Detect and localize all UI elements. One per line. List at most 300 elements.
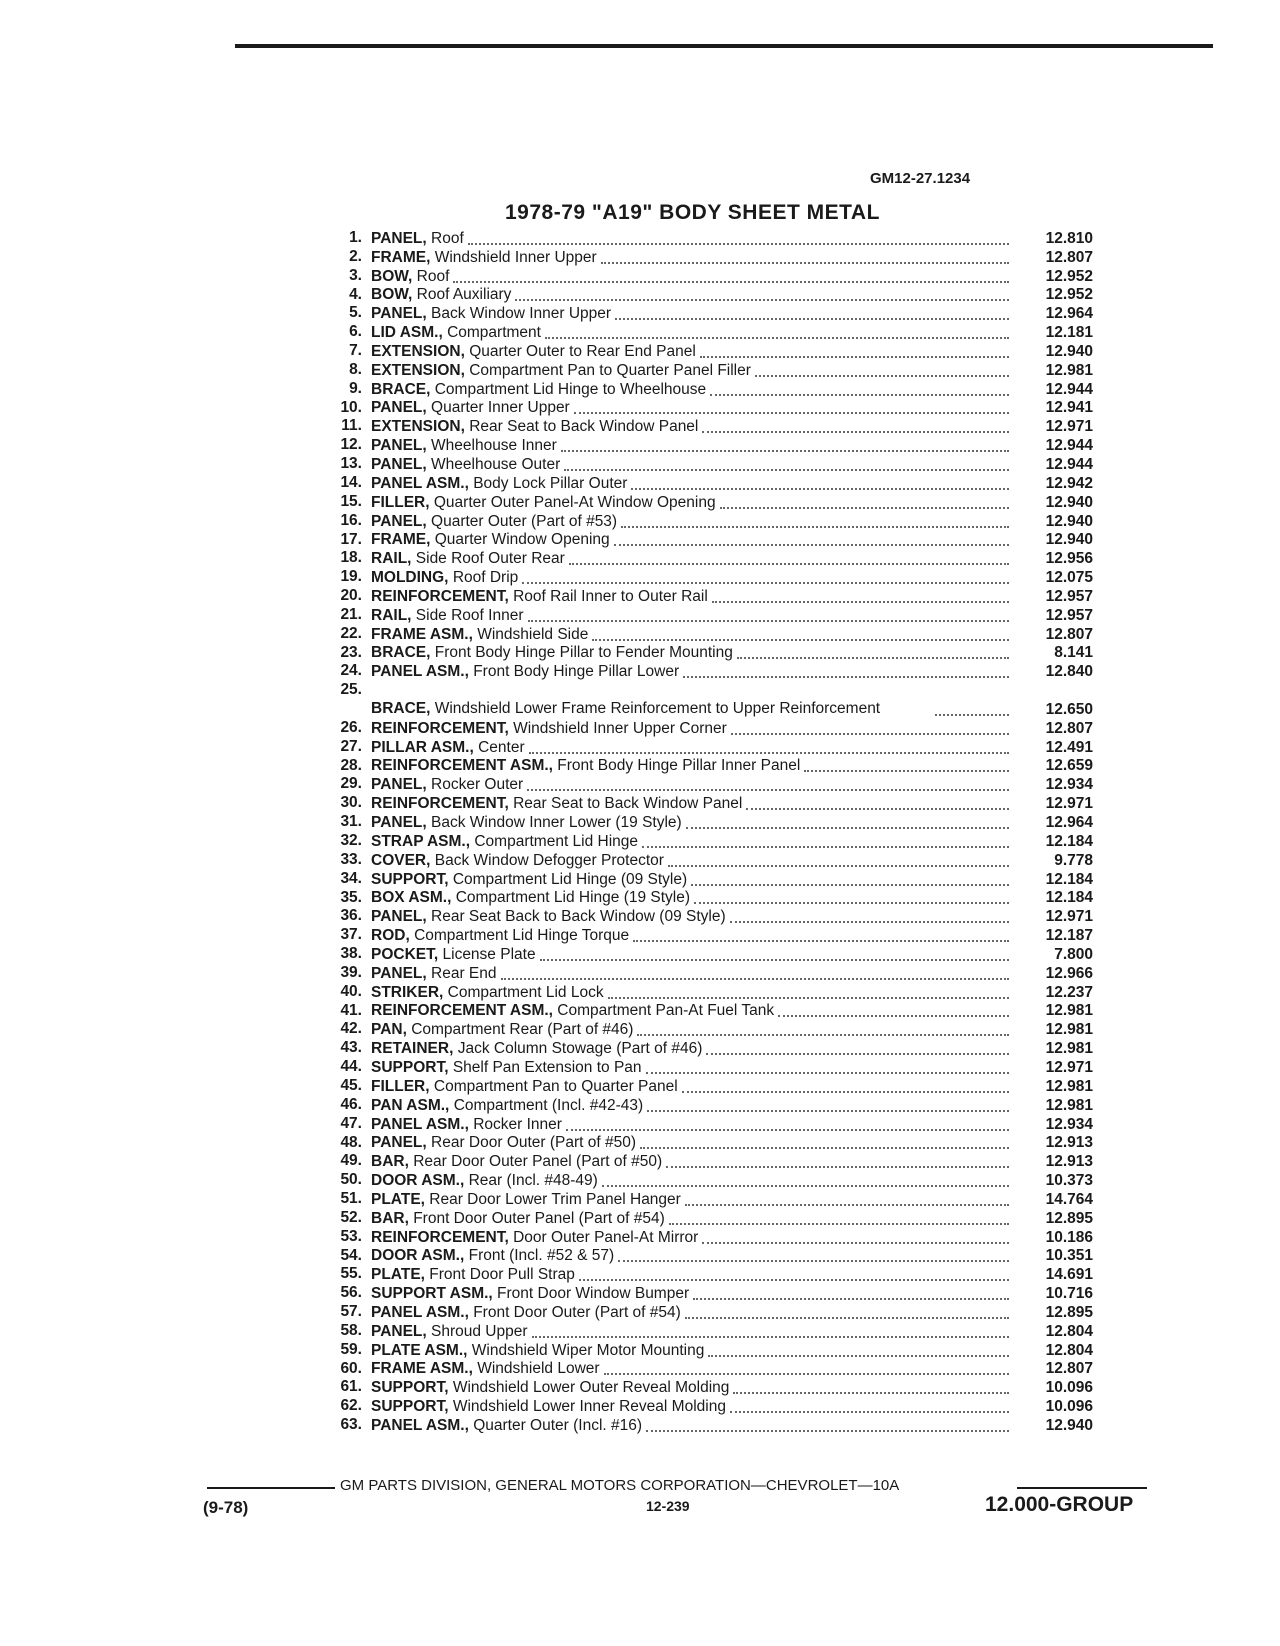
part-group-number: 12.807	[1045, 625, 1093, 643]
part-group-number: 12.941	[1045, 399, 1093, 417]
part-desc-text: Compartment Pan to Quarter Panel	[433, 1077, 678, 1095]
part-row	[318, 286, 1093, 305]
part-row	[318, 757, 1093, 776]
part-description	[371, 494, 1015, 512]
dot-leader	[710, 393, 1009, 396]
part-row	[318, 493, 1093, 512]
part-group-number: 12.807	[1045, 248, 1093, 266]
part-description	[371, 965, 1015, 983]
part-group-number: 12.944	[1045, 455, 1093, 473]
part-group-number: 10.186	[1045, 1228, 1093, 1246]
dot-leader	[708, 1354, 1009, 1357]
part-name: PANEL,	[371, 512, 427, 530]
part-description	[371, 531, 1015, 549]
part-number: 7.	[349, 342, 362, 360]
dot-leader	[720, 506, 1009, 509]
part-group-number: 12.075	[1045, 569, 1093, 587]
part-name: PLATE ASM.,	[371, 1341, 468, 1359]
part-number: 47.	[340, 1114, 362, 1132]
part-group-number: 12.957	[1045, 606, 1093, 624]
part-name: RAIL,	[371, 606, 412, 624]
part-desc-text: Roof Rail Inner to Outer Rail	[513, 587, 708, 605]
part-desc-text: Rear (Incl. #48-49)	[468, 1172, 598, 1190]
part-name: BOW,	[371, 267, 413, 285]
part-number: 6.	[349, 323, 362, 341]
part-row	[318, 531, 1093, 550]
part-group-number: 12.940	[1045, 1417, 1093, 1434]
document-code: GM12-27.1234	[870, 170, 971, 187]
part-desc-text: Front Body Hinge Pillar to Fender Mounting	[434, 644, 733, 662]
dot-leader	[540, 958, 1009, 961]
dot-leader	[646, 1429, 1009, 1432]
part-desc-text: Roof Drip	[452, 569, 519, 587]
part-description	[371, 1059, 1015, 1077]
part-group-number: 12.957	[1045, 587, 1093, 605]
part-row	[318, 907, 1093, 926]
part-description	[371, 1116, 1015, 1134]
part-group-number: 8.141	[1054, 644, 1093, 662]
part-description	[371, 1021, 1015, 1039]
part-number: 23.	[340, 643, 362, 661]
part-number: 56.	[340, 1284, 362, 1302]
part-name: REINFORCEMENT,	[371, 719, 509, 737]
part-number: 35.	[340, 888, 362, 906]
part-desc-text: Compartment Lid Lock	[447, 983, 604, 1001]
part-name: PILLAR ASM.,	[371, 738, 474, 756]
part-desc-text: Rear Door Outer Panel (Part of #50)	[413, 1153, 663, 1171]
part-number: 28.	[340, 756, 362, 774]
part-name: BAR,	[371, 1209, 409, 1227]
part-row	[318, 889, 1093, 908]
part-desc-text: Roof Auxiliary	[416, 286, 512, 304]
dot-leader	[637, 1033, 1009, 1036]
part-name: REINFORCEMENT ASM.,	[371, 1002, 553, 1020]
part-row	[318, 1002, 1093, 1021]
part-number: 12.	[340, 436, 362, 454]
part-group-number: 12.981	[1045, 361, 1093, 379]
part-description	[371, 852, 1015, 870]
dot-leader	[685, 1203, 1009, 1206]
part-row	[318, 1171, 1093, 1190]
part-group-number: 12.184	[1045, 889, 1093, 907]
part-description	[371, 324, 1015, 342]
part-desc-text: License Plate	[442, 945, 536, 963]
part-name: FILLER,	[371, 493, 430, 511]
part-number: 42.	[340, 1020, 362, 1038]
part-name: EXTENSION,	[371, 361, 465, 379]
part-name: COVER,	[371, 851, 431, 869]
part-number: 45.	[340, 1076, 362, 1094]
part-name: SUPPORT,	[371, 1058, 449, 1076]
dot-leader	[668, 864, 1009, 867]
part-desc-text: Windshield Lower Frame Reinforcement to Upper Reinforcement	[434, 700, 881, 718]
part-number: 60.	[340, 1359, 362, 1377]
part-number: 30.	[340, 794, 362, 812]
part-desc-text: Front (Incl. #52 & 57)	[468, 1247, 615, 1265]
part-group-number: 12.964	[1045, 814, 1093, 831]
part-row	[318, 625, 1093, 644]
part-description	[371, 1191, 1015, 1209]
part-row	[318, 1303, 1093, 1322]
part-row	[318, 361, 1093, 380]
part-number: 1.	[349, 229, 362, 246]
part-desc-text: Compartment Lid Hinge (19 Style)	[455, 889, 691, 907]
part-name: PANEL,	[371, 455, 427, 473]
part-number: 10.	[340, 398, 362, 416]
dot-leader	[778, 1014, 1009, 1017]
part-group-number: 12.650	[1045, 700, 1093, 718]
part-row	[318, 1096, 1093, 1115]
footer-rule-left	[207, 1487, 335, 1489]
dot-leader	[601, 261, 1009, 264]
part-desc-text: Windshield Inner Upper Corner	[513, 719, 727, 737]
part-desc-text: Windshield Inner Upper	[434, 248, 597, 266]
part-name: SUPPORT ASM.,	[371, 1285, 493, 1303]
dot-leader	[501, 977, 1010, 980]
part-name: RAIL,	[371, 550, 412, 568]
dot-leader	[515, 298, 1009, 301]
dot-leader	[733, 1391, 1009, 1394]
part-row	[318, 1322, 1093, 1341]
part-number: 46.	[340, 1095, 362, 1113]
part-name: PANEL ASM.,	[371, 663, 469, 681]
part-description	[371, 1285, 1015, 1303]
part-desc-text: Compartment Pan-At Fuel Tank	[557, 1002, 775, 1020]
part-description	[371, 1153, 1015, 1171]
part-row	[318, 436, 1093, 455]
part-group-number: 12.940	[1045, 493, 1093, 511]
part-desc-text: Rocker Outer	[431, 776, 524, 794]
part-name: PANEL,	[371, 229, 427, 247]
part-group-number: 12.971	[1045, 795, 1093, 813]
part-number: 14.	[340, 473, 362, 491]
part-row	[318, 455, 1093, 474]
part-row	[318, 1077, 1093, 1096]
part-row	[318, 738, 1093, 757]
part-group-number: 9.778	[1054, 851, 1093, 869]
part-row	[318, 1341, 1093, 1360]
part-number: 51.	[340, 1190, 362, 1208]
dot-leader	[453, 280, 1009, 283]
part-group-number: 12.940	[1045, 512, 1093, 530]
part-group-number: 12.971	[1045, 908, 1093, 926]
part-row	[318, 1416, 1093, 1435]
part-description	[371, 889, 1015, 907]
part-group-number: 12.934	[1045, 1115, 1093, 1133]
part-number: 48.	[340, 1133, 362, 1151]
part-desc-text: Quarter Window Opening	[434, 531, 610, 549]
part-desc-text: Quarter Outer to Rear End Panel	[469, 342, 696, 360]
dot-leader	[666, 1165, 1009, 1168]
part-number: 15.	[340, 492, 362, 510]
part-desc-text: Front Door Pull Strap	[429, 1266, 575, 1284]
part-desc-text: Quarter Outer (Incl. #16)	[473, 1417, 643, 1434]
part-group-number: 12.952	[1045, 286, 1093, 304]
part-row	[318, 549, 1093, 568]
part-description	[371, 249, 1015, 267]
part-description	[371, 1210, 1015, 1228]
part-number: 22.	[340, 624, 362, 642]
part-desc-text: Jack Column Stowage (Part of #46)	[457, 1040, 703, 1058]
part-desc-text: Wheelhouse Inner	[431, 437, 557, 455]
part-name: FRAME,	[371, 531, 431, 549]
part-name: BAR,	[371, 1153, 409, 1171]
top-rule	[235, 44, 1213, 48]
part-number: 63.	[340, 1416, 362, 1434]
part-desc-text: Shroud Upper	[431, 1322, 528, 1340]
part-name: BRACE,	[371, 644, 431, 662]
part-number: 18.	[340, 549, 362, 567]
part-number: 38.	[340, 945, 362, 963]
part-name: DOOR ASM.,	[371, 1247, 465, 1265]
part-description	[371, 739, 1015, 757]
part-description	[371, 644, 1015, 662]
part-name: STRIKER,	[371, 983, 444, 1001]
part-description	[371, 720, 1015, 738]
part-row	[318, 1134, 1093, 1153]
part-row	[318, 1152, 1093, 1171]
part-name: BOX ASM.,	[371, 889, 452, 907]
part-number: 55.	[340, 1265, 362, 1283]
part-name: PANEL ASM.,	[371, 474, 469, 492]
part-group-number: 10.096	[1045, 1379, 1093, 1397]
part-description	[371, 305, 1015, 323]
part-number: 11.	[341, 417, 362, 435]
part-row	[318, 983, 1093, 1002]
part-name: LID ASM.,	[371, 324, 443, 342]
part-row	[318, 417, 1093, 436]
part-description	[371, 607, 1015, 625]
part-row	[318, 342, 1093, 361]
part-name: REINFORCEMENT ASM.,	[371, 757, 553, 775]
part-row	[318, 926, 1093, 945]
part-desc-text: Compartment	[447, 324, 541, 342]
dot-leader	[564, 468, 1009, 471]
part-group-number: 12.913	[1045, 1134, 1093, 1152]
part-group-number: 12.944	[1045, 380, 1093, 398]
part-group-number: 12.804	[1045, 1322, 1093, 1340]
part-row	[318, 1378, 1093, 1397]
part-name: SUPPORT,	[371, 1379, 449, 1397]
part-description	[371, 286, 1015, 304]
dot-leader	[682, 1090, 1009, 1093]
dot-leader	[592, 638, 1009, 641]
part-name: FRAME,	[371, 248, 431, 266]
part-number: 25.	[340, 681, 362, 699]
part-desc-text: Compartment Pan to Quarter Panel Filler	[469, 361, 751, 379]
part-name: BRACE,	[371, 380, 431, 398]
part-number: 41.	[340, 1001, 362, 1019]
part-group-number: 12.810	[1045, 229, 1093, 247]
dot-leader	[574, 411, 1009, 414]
part-name: BRACE,	[371, 700, 431, 718]
part-number: 20.	[340, 587, 362, 605]
dot-leader	[693, 1297, 1009, 1300]
part-group-number: 12.971	[1045, 1058, 1093, 1076]
part-row	[318, 813, 1093, 832]
part-number: 16.	[340, 511, 362, 529]
part-desc-text: Windshield Wiper Motor Mounting	[471, 1341, 705, 1359]
part-name: REINFORCEMENT,	[371, 587, 509, 605]
part-description	[371, 513, 1015, 531]
part-description	[371, 1379, 1015, 1397]
dot-leader	[602, 1184, 1009, 1187]
part-description	[371, 1360, 1015, 1378]
part-number: 19.	[340, 568, 362, 586]
part-desc-text: Front Body Hinge Pillar Inner Panel	[557, 757, 801, 775]
part-number: 44.	[340, 1058, 362, 1076]
part-desc-text: Center	[478, 738, 525, 756]
part-row	[318, 775, 1093, 794]
part-row	[318, 1228, 1093, 1247]
part-number: 3.	[349, 266, 362, 284]
part-description	[371, 700, 1015, 719]
part-name: PLATE,	[371, 1266, 425, 1284]
part-group-number: 12.237	[1045, 983, 1093, 1001]
part-number: 52.	[340, 1208, 362, 1226]
part-group-number: 10.351	[1045, 1247, 1093, 1265]
part-number: 58.	[340, 1321, 362, 1339]
part-group-number: 12.952	[1045, 267, 1093, 285]
part-row	[318, 945, 1093, 964]
part-desc-text: Rear Seat to Back Window Panel	[469, 418, 699, 436]
part-desc-text: Front Door Outer (Part of #54)	[473, 1303, 681, 1321]
part-description	[371, 833, 1015, 851]
dot-leader	[633, 939, 1009, 942]
part-group-number: 12.807	[1045, 1360, 1093, 1378]
part-description	[371, 626, 1015, 644]
part-name: PAN ASM.,	[371, 1096, 450, 1114]
part-number: 13.	[340, 455, 362, 473]
part-row	[318, 1360, 1093, 1379]
part-desc-text: Compartment Lid Hinge	[474, 832, 639, 850]
part-description	[371, 456, 1015, 474]
part-group-number: 12.184	[1045, 832, 1093, 850]
part-group-number: 14.764	[1045, 1190, 1093, 1208]
part-row	[318, 1058, 1093, 1077]
part-row	[318, 1397, 1093, 1416]
page-number: 12-239	[646, 1498, 690, 1514]
part-group-number: 12.184	[1045, 870, 1093, 888]
part-desc-text: Rear End	[431, 964, 497, 982]
part-description	[371, 1078, 1015, 1096]
part-group-number: 12.913	[1045, 1153, 1093, 1171]
part-desc-text: Quarter Inner Upper	[431, 399, 570, 417]
dot-leader	[685, 1316, 1009, 1319]
part-name: PANEL,	[371, 776, 427, 794]
dot-leader	[532, 1335, 1009, 1338]
part-description	[371, 984, 1015, 1002]
part-desc-text: Quarter Outer Panel-At Window Opening	[433, 493, 716, 511]
part-group-number: 12.966	[1045, 964, 1093, 982]
part-desc-text: Compartment (Incl. #42-43)	[453, 1096, 644, 1114]
dot-leader	[608, 996, 1009, 999]
part-number: 31.	[340, 813, 362, 831]
part-number: 54.	[340, 1246, 362, 1264]
part-row	[318, 248, 1093, 267]
part-row	[318, 587, 1093, 606]
dot-leader	[618, 1259, 1009, 1262]
part-desc-text: Windshield Side	[477, 625, 589, 643]
dot-leader	[746, 807, 1009, 810]
part-description	[371, 268, 1015, 286]
part-desc-text: Rear Door Outer (Part of #50)	[431, 1134, 637, 1152]
part-group-number: 12.971	[1045, 418, 1093, 436]
dot-leader	[529, 751, 1009, 754]
part-desc-text: Roof	[416, 267, 450, 285]
part-desc-text: Back Window Inner Upper	[431, 305, 612, 323]
part-description	[371, 343, 1015, 361]
part-name: STRAP ASM.,	[371, 832, 471, 850]
dot-leader	[686, 826, 1009, 829]
part-row	[318, 719, 1093, 738]
part-description	[371, 1398, 1015, 1416]
part-name: PANEL,	[371, 1322, 427, 1340]
part-desc-text: Compartment Lid Hinge to Wheelhouse	[434, 380, 707, 398]
part-group-number: 12.934	[1045, 776, 1093, 794]
dot-leader	[569, 562, 1009, 565]
part-name: SUPPORT,	[371, 870, 449, 888]
part-name: FILLER,	[371, 1077, 430, 1095]
part-desc-text: Back Window Inner Lower (19 Style)	[431, 814, 682, 831]
part-description	[371, 399, 1015, 417]
part-desc-text: Rocker Inner	[473, 1115, 562, 1133]
dot-leader	[646, 1071, 1009, 1074]
part-description	[371, 1040, 1015, 1058]
part-name: PANEL,	[371, 964, 427, 982]
footer-rule-right	[1017, 1487, 1147, 1489]
part-number: 61.	[340, 1378, 362, 1396]
part-description	[371, 1342, 1015, 1360]
part-description	[371, 1134, 1015, 1152]
part-number: 2.	[349, 247, 362, 265]
dot-leader	[730, 920, 1009, 923]
part-name: MOLDING,	[371, 569, 449, 587]
part-desc-text: Rear Seat Back to Back Window (09 Style)	[431, 908, 726, 926]
part-description	[371, 1247, 1015, 1265]
dot-leader	[468, 242, 1009, 245]
part-desc-text: Compartment Rear (Part of #46)	[411, 1021, 634, 1039]
part-name: PANEL,	[371, 814, 427, 831]
part-description	[371, 757, 1015, 775]
part-number: 5.	[349, 304, 362, 322]
part-group-number: 12.942	[1045, 474, 1093, 492]
dot-leader	[522, 581, 1009, 584]
part-row	[318, 229, 1093, 248]
part-desc-text: Windshield Lower Inner Reveal Molding	[452, 1398, 726, 1416]
part-number: 43.	[340, 1039, 362, 1057]
dot-leader	[647, 1109, 1009, 1112]
part-row	[318, 323, 1093, 342]
part-group-number: 12.956	[1045, 550, 1093, 568]
part-row	[318, 304, 1093, 323]
dot-leader	[702, 430, 1009, 433]
part-desc-text: Windshield Lower	[477, 1360, 600, 1378]
part-name: POCKET,	[371, 945, 439, 963]
dot-leader	[528, 619, 1010, 622]
dot-leader	[669, 1222, 1009, 1225]
part-group-number: 12.944	[1045, 437, 1093, 455]
part-row	[318, 662, 1093, 681]
part-name: EXTENSION,	[371, 342, 465, 360]
part-name: RETAINER,	[371, 1040, 454, 1058]
part-desc-text: Roof	[431, 229, 464, 247]
part-desc-text: Front Door Window Bumper	[497, 1285, 690, 1303]
dot-leader	[604, 1372, 1009, 1375]
dot-leader	[640, 1146, 1009, 1149]
part-description	[371, 230, 1015, 248]
dot-leader	[631, 487, 1009, 490]
